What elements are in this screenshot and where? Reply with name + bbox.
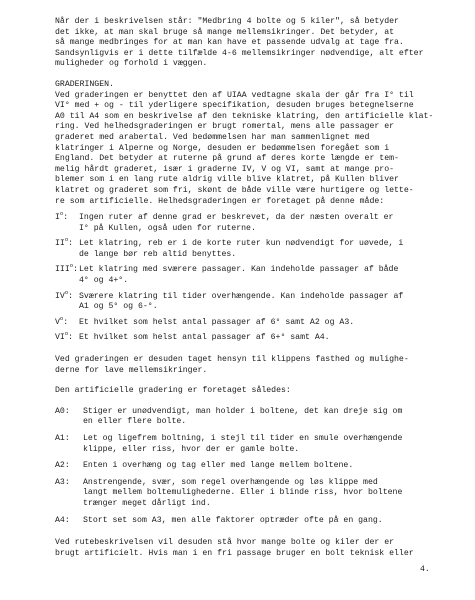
grade-label: I: [55, 213, 60, 223]
artificial-entry-A2: A2: Enten i overhæng og tag eller med lange mellem boltene.: [55, 461, 354, 471]
artificial-label: A3:: [55, 477, 70, 487]
grade-entry-V: $V^o$: Et hvilket som helst antal passager af 6° samt A2 og A3.: [55, 314, 355, 327]
artificial-entry-A1: A1: Let og ligefrem boltning, i stejl til tider en smule overhængende klippe, eller riss, hvor der er gamle bolte.: [55, 434, 403, 454]
grade-entry-IV: $IV^o$: Sværere klatring til tider overhængende. Kan indeholde passager af A1 og 5° og 6-°.: [55, 288, 404, 312]
hensyn-paragraph: Ved graderingen er desuden taget hensyn til klippens fasthed og mulighe- derne for lave mellemsikringer.: [55, 355, 409, 375]
closing-paragraph: Ved rutebeskrivelsen vil desuden stå hvor mange bolte og kiler der er brugt artificielt. Hvis man i en fri passage bruger en bolt teknisk eller: [55, 538, 414, 558]
grading-paragraph: Ved graderingen er benyttet den af UIAA vedtagne skala der går fra I° til VI° med + og - til yderligere specifikation, desuden bruges betegnelserne A0 til A4 som en beskrivelse af den tekniske klatring, den artificielle klat- ring. Ved helhedsgraderingen er brugt romertal, mens alle passager er graderet med arabertal. Ved bedømmelsen har man sammenlignet med klatringer i Alperne og Norge, desuden er bedømmelsen foregået som i England. Det betyder at ruterne på grund af deres korte længde er tem- melig hårdt graderet, især i graderne IV, V og VI, samt at mange pro- blemer som i en lang rute aldrig ville blive klatret, på Kullen bliver klatret og graderet som fri, skønt de både ville være hurtigere og lette- re som artificielle. Helhedsgraderingen er foretaget på denne måde:: [55, 90, 434, 206]
grade-label: II: [55, 239, 65, 249]
section-heading: GRADERINGEN.: [55, 79, 114, 89]
document-page: [55, 17, 451, 559]
grade-entry-II: $II^o$: Let klatring, reb er i de korte ruter kun nødvendigt for uøvede, i de lange bør reb altid benyttes.: [55, 236, 404, 259]
page-number: 4.: [420, 565, 430, 574]
artificial-entry-A3: A3: Anstrengende, svær, som regel overhængende og løs klippe med langt mellem boltemulighederne. Eller i blinde riss, hvor boltene trænger meget dårligt ind.: [55, 477, 403, 508]
artificial-entry-A0: A0: Stiger er unødvendigt, man holder i boltene, det kan dreje sig om en eller flere bolte.: [55, 406, 403, 427]
grade-label: IV: [55, 291, 65, 301]
intro-paragraph: Når der i beskrivelsen står: "Medbring 4 bolte og 5 kiler", så betyder det ikke, at man skal bruge så mange mellemsikringer. Det betyder, at så mange medbringes for at man kan have et passende udvalg at tage fra. Sandsynligvis er i dette tilfælde 4-6 mellemsikringer nødvendige, alt efter muligheder og forhold i væggen.: [55, 17, 424, 69]
grade-label: VI: [55, 333, 65, 343]
artificial-intro: Den artificielle gradering er foretaget således:: [55, 386, 291, 396]
grade-label: V: [55, 317, 60, 327]
grade-entry-VI: $VI^o$: Et hvilket som helst antal passager af 6+° samt A4.: [55, 330, 330, 343]
grade-label: III: [55, 265, 70, 275]
artificial-label: A2:: [55, 461, 70, 471]
grade-entry-I: $I^o$: Ingen ruter af denne grad er beskrevet, da der næsten overalt er I° på Kullen, også uden for ruterne.: [55, 210, 394, 233]
grade-entry-III: III$^o$: Let klatring med sværere passager. Kan indeholde passager af både 4° og 4+°.: [55, 262, 399, 286]
artificial-label: A1:: [55, 434, 70, 443]
artificial-label: A4:: [55, 515, 70, 525]
artificial-entry-A4: A4: Stort set som A3, men alle faktorer optræder ofte på en gang.: [55, 515, 383, 525]
artificial-label: A0:: [55, 406, 70, 416]
